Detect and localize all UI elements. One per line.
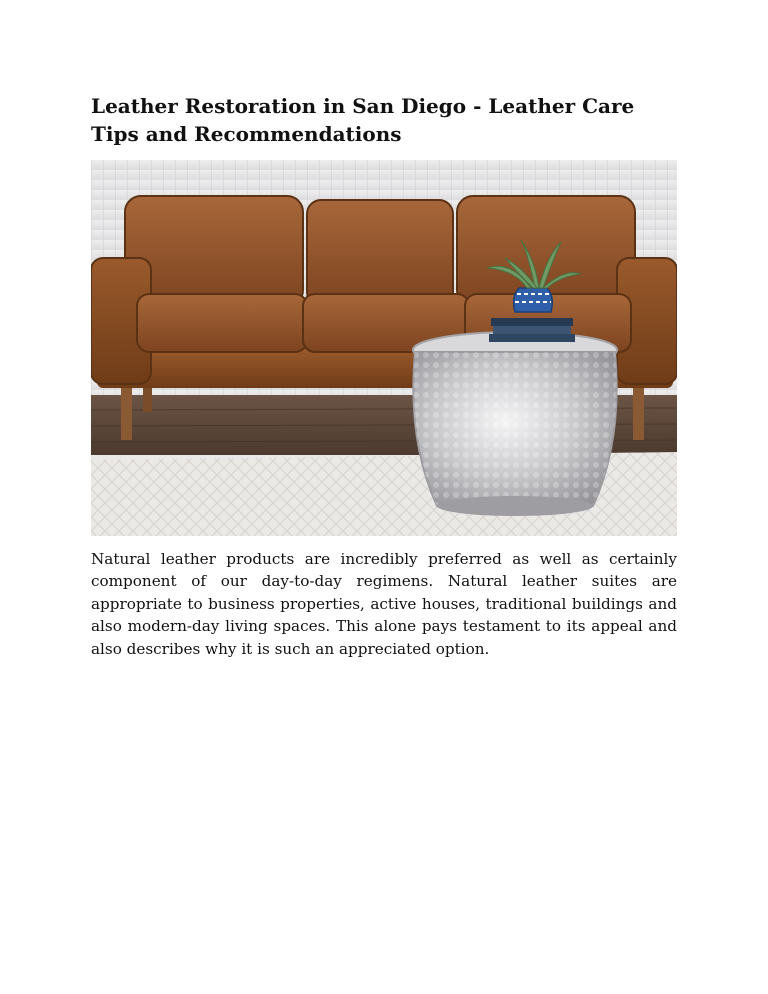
leather-sofa-photo [91, 160, 677, 536]
article-paragraph: Natural leather products are incredibly preferred as well as certainly component of our day-to-day regimens. Natural leather suites are appropriate to business properties, active houses, traditional buildings and also modern-day living spaces. This alone pays testament to its appeal and also describes why it is such an appreciated option. [91, 550, 677, 658]
sofa-photo-icon [91, 160, 677, 536]
article-title: Leather Restoration in San Diego - Leather Care Tips and Recommendations [91, 94, 635, 146]
